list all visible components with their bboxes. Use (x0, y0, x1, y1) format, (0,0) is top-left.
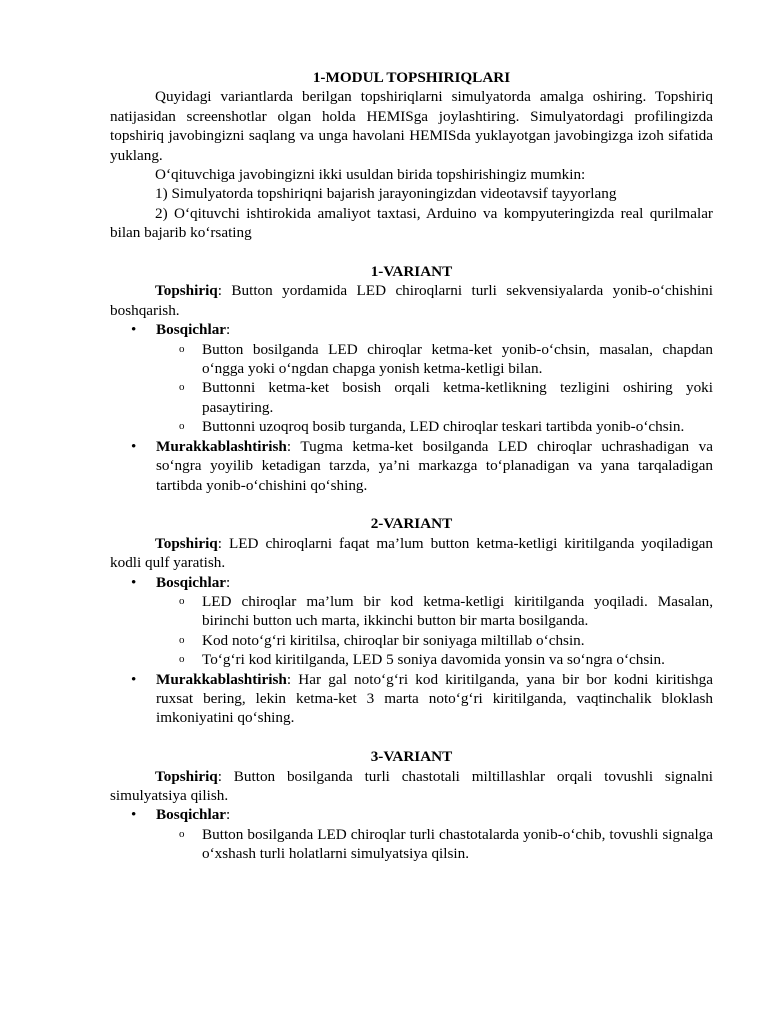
document-title: 1-MODUL TOPSHIRIQLARI (312, 69, 511, 86)
list-item-steps (110, 320, 713, 436)
steps-label: Bosqichlar (156, 321, 227, 339)
bullet-icon: • (131, 806, 137, 824)
step-item (156, 592, 713, 631)
bullet-icon: • (131, 670, 137, 688)
step-text: Kod noto‘g‘ri kiritilsa, chiroqlar bir soniyaga miltillab o‘chsin. (202, 631, 585, 649)
task-label: Topshiriq (155, 767, 218, 785)
intro-paragraph-3: 1) Simulyatorda topshiriqni bajarish jarayoningizdan videotavsif tayyorlang (155, 185, 617, 203)
variant-section (110, 243, 713, 495)
intro-paragraph-2: O‘qituvchiga javobingizni ikki usuldan birida topshirishingiz mumkin: (155, 166, 586, 184)
step-item (156, 378, 713, 417)
step-item (156, 631, 713, 650)
steps-colon: : (226, 321, 231, 339)
task-label: Topshiriq (155, 534, 218, 552)
variant-section (110, 495, 713, 728)
main-list (110, 573, 713, 728)
circle-bullet-icon: o (179, 594, 185, 607)
intro-paragraph-1: Quyidagi variantlarda berilgan topshiriqlarni simulyatorda amalga oshiring. Topshiriq natijasidan screenshotlar olgan holda HEMISga joylashtiring. Simulyatordagi profilingizda topshiriq javobingizni saqlang va unga havolani HEMISda yuklayotgan javobingizga izoh sifatida yuklang. (110, 88, 713, 164)
circle-bullet-icon: o (179, 381, 185, 394)
circle-bullet-icon: o (179, 420, 185, 433)
task-text: : LED chiroqlarni faqat ma’lum button ketma-ketligi kiritilganda yoqiladigan kodli qulf yaratish. (110, 534, 713, 572)
complexity-label: Murakkablashtirish (156, 437, 287, 455)
variant-section (110, 728, 713, 864)
step-item (156, 825, 713, 864)
step-text: Buttonni uzoqroq bosib turganda, LED chiroqlar teskari tartibda yonib-o‘chsin. (202, 418, 685, 436)
steps-colon: : (226, 573, 231, 591)
task-label: Topshiriq (155, 282, 218, 300)
step-item (156, 417, 713, 436)
variant-heading: 2-VARIANT (370, 515, 453, 533)
list-item-steps (110, 573, 713, 670)
steps-label: Bosqichlar (156, 806, 227, 824)
steps-label: Bosqichlar (156, 573, 227, 591)
variant-heading: 1-VARIANT (370, 263, 453, 281)
task-text: : Button bosilganda turli chastotali miltillashlar orqali tovushli signalni simulyatsiya qilish. (110, 767, 713, 804)
step-text: Button bosilganda LED chiroqlar ketma-ket yonib-o‘chsin, masalan, chapdan o‘ngga yoki o‘ngdan chapga yonish ketma-ketligi bilan. (202, 340, 713, 378)
steps-list (156, 825, 713, 864)
task-text: : Button yordamida LED chiroqlarni turli sekvensiyalarda yonib-o‘chishini boshqarish. (110, 282, 713, 319)
steps-list (156, 340, 713, 437)
task-paragraph (110, 534, 713, 573)
list-item-complexity (110, 670, 713, 728)
step-text: To‘g‘ri kod kiritilganda, LED 5 soniya davomida yonsin va so‘ngra o‘chsin. (202, 651, 665, 669)
complexity-text: : Tugma ketma-ket bosilganda LED chiroqlar uchrashadigan va so‘ngra yoyilib ketadigan tarzda, ya’ni markazga to‘planadigan va yana tarqaladigan tartibda yonib-o‘chishini qo‘shing. (156, 437, 713, 494)
intro-paragraph-4: 2) O‘qituvchi ishtirokida amaliyot taxtasi, Arduino va kompyuteringizda real qurilmalar bilan bajarib ko‘rsating (110, 204, 713, 242)
bullet-icon: • (131, 321, 137, 339)
variant-heading: 3-VARIANT (370, 748, 453, 766)
bullet-icon: • (131, 573, 137, 591)
circle-bullet-icon: o (179, 342, 185, 355)
list-item-steps (110, 805, 713, 863)
task-paragraph (110, 767, 713, 806)
step-text: Button bosilganda LED chiroqlar turli chastotalarda yonib-o‘chib, tovushli signalga o‘xshash turli holatlarni simulyatsiya qilsin. (202, 825, 713, 863)
complexity-label: Murakkablashtirish (156, 670, 287, 688)
step-text: Buttonni ketma-ket bosish orqali ketma-ketlikning tezligini oshiring yoki pasaytiring. (202, 379, 713, 416)
main-list (110, 805, 713, 863)
list-item-complexity (110, 437, 713, 495)
step-item (156, 650, 713, 669)
circle-bullet-icon: o (179, 827, 185, 840)
step-item (156, 340, 713, 379)
main-list (110, 320, 713, 495)
complexity-text: : Har gal noto‘g‘ri kod kiritilganda, yana bir bor kodni kiritishga ruxsat bering, lekin ketma-ket 3 marta noto‘g‘ri kiritilganda, vaqtinchalik bloklash imkoniyatini qo‘shing. (156, 670, 713, 727)
section-spacer (110, 728, 713, 747)
variants-container (110, 243, 713, 864)
bullet-icon: • (131, 437, 137, 455)
circle-bullet-icon: o (179, 653, 185, 666)
section-spacer (110, 495, 713, 514)
circle-bullet-icon: o (179, 633, 185, 646)
steps-colon: : (226, 806, 231, 824)
section-spacer (110, 243, 713, 262)
step-text: LED chiroqlar ma’lum bir kod ketma-ketligi kiritilganda yoqiladi. Masalan, birinchi button uch marta, ikkinchi button bir marta bosilganda. (202, 592, 713, 630)
document-page (110, 68, 713, 864)
task-paragraph (110, 281, 713, 320)
steps-list (156, 592, 713, 670)
